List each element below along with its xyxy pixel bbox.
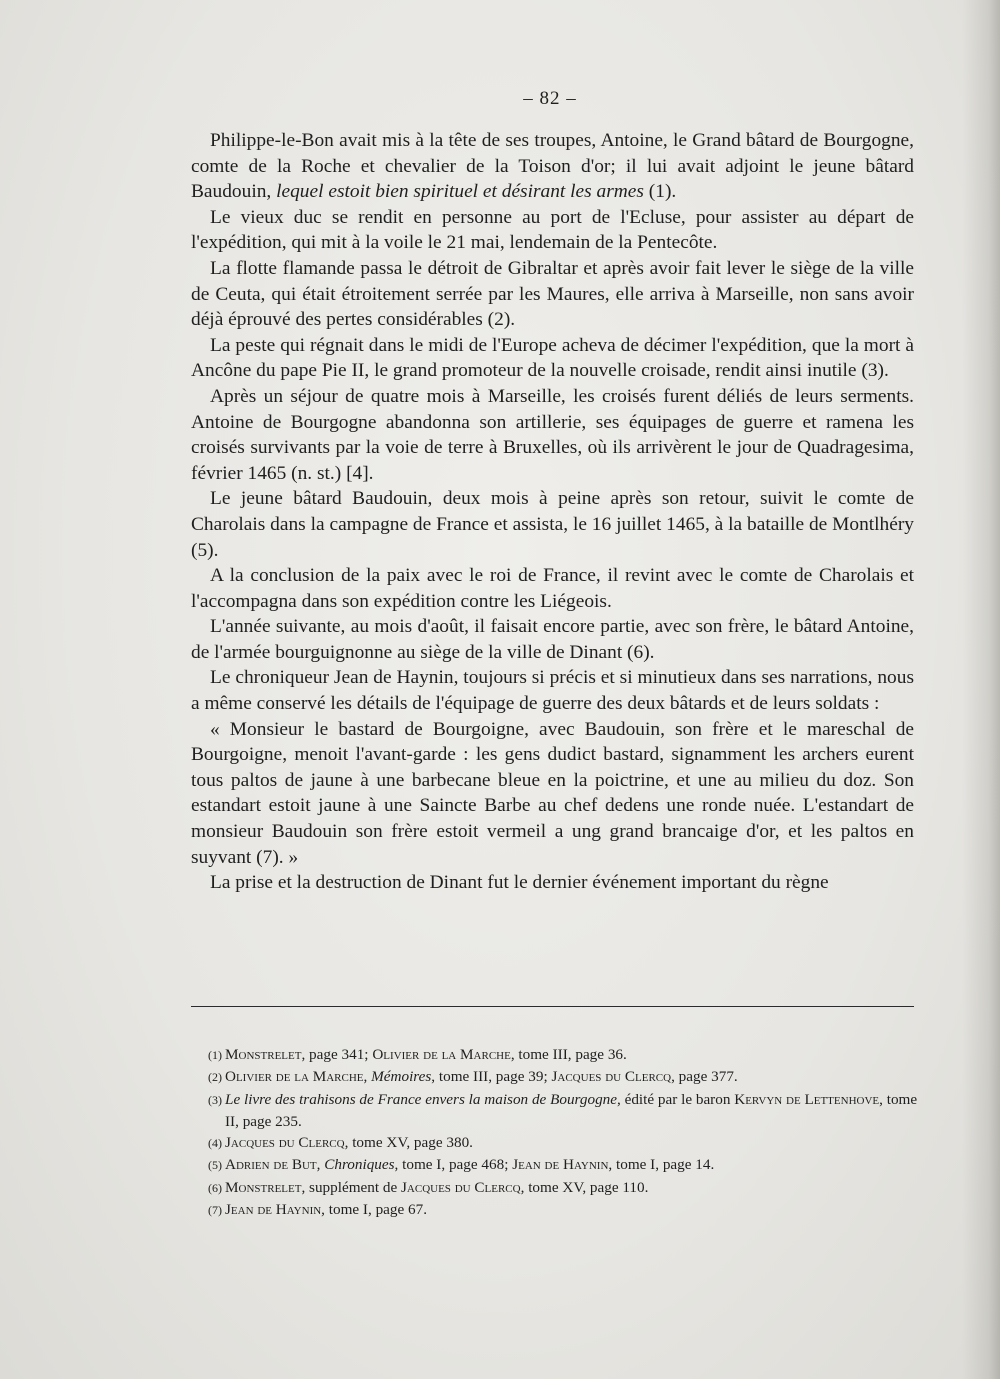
footnote-text: Olivier de la Marche [225,1068,364,1086]
paragraph-1-footnote-ref: (1). [643,181,677,203]
paragraph-4: La peste qui régnait dans le midi de l'Europe acheva de décimer l'expédition, que la mort à Ancône du pape Pie II, le grand promoteur de la nouvelle croisade, rendit ainsi inutile (3). [191,334,914,382]
footnote-text: Jacques du Clercq [551,1068,672,1086]
footnote-text: Mémoires [371,1068,432,1086]
footnote-text: Jean de Haynin [512,1156,609,1174]
footnote-text: , édité par le baron [617,1090,735,1108]
footnotes [208,1044,918,1221]
footnote-text: Adrien de But [225,1156,317,1174]
footnote-mark: (3) [208,1092,225,1107]
footnote-text: , tome III, page 39; [431,1068,552,1086]
footnote-4 [208,1132,918,1154]
footnote-3 [208,1089,918,1133]
paragraph-1 [191,128,914,205]
paragraph-8: L'année suivante, au mois d'août, il faisait encore partie, avec son frère, le bâtard Antoine, de l'armée bourguignonne au siège de la ville de Dinant (6). [191,616,914,663]
paragraph-1-quote: lequel estoit bien spirituel et désirant les armes [276,181,644,203]
paragraph-6: Le jeune bâtard Baudouin, deux mois à peine après son retour, suivit le comte de Charolais dans la campagne de France et assista, le 16 juillet 1465, à la bataille de Montlhéry (5). [191,488,914,561]
footnote-mark: (5) [208,1158,225,1173]
footnote-mark: (7) [208,1203,225,1218]
footnote-text: Monstrelet [225,1178,302,1196]
footnote-text: Jacques du Clercq [401,1178,521,1196]
footnote-text: Monstrelet [225,1046,302,1063]
page-number: – 82 – [523,88,577,109]
footnote-text: Jacques du Clercq [225,1134,345,1152]
footnote-text: Jean de Haynin [225,1201,322,1219]
body-text [191,128,914,896]
paragraph-5: Après un séjour de quatre mois à Marseille, les croisés furent déliés de leurs serments. Antoine de Bourgogne abandonna son artillerie, ses équipages de guerre et ramena les croisés survivants par la voie de terre à Bruxelles, où ils arrivèrent le jour de Quadragesima, février 1465 (n. st.) [4]. [191,385,914,484]
footnote-7 [208,1199,918,1221]
footnote-mark: (6) [208,1180,225,1195]
footnote-5 [208,1154,918,1176]
footnote-text: , [363,1068,372,1086]
footnote-text: , tome I, page 14. [608,1156,715,1174]
footnote-text: , supplément de [301,1178,401,1196]
paragraph-3: La flotte flamande passa le détroit de Gibraltar et après avoir fait lever le siège de la ville de Ceuta, qui était étroitement serrée par les Maures, elle arriva à Marseille, non sans avoir déjà éprouvé des pertes considérables (2). [191,257,914,331]
footnote-text: , page 341; [301,1046,373,1063]
footnote-mark: (1) [208,1048,225,1062]
footnote-text: Kervyn de Lettenhove [734,1090,880,1108]
footnote-text: Le livre des trahisons de France envers la maison de Bourgogne [225,1090,617,1108]
footnote-mark: (2) [208,1070,225,1085]
footnote-divider [191,1006,914,1007]
paragraph-9: Le chroniqueur Jean de Haynin, toujours si précis et si minutieux dans ses narrations, nous a même conservé les détails de l'équipage de guerre des deux bâtards et de leurs soldats : [191,667,914,715]
footnote-text: Olivier de la Marche [372,1046,511,1063]
paragraph-1-text: Philippe-le-Bon avait mis à la tête de ses troupes, Antoine, le Grand bâtard de Bourgogne, comte de la Roche et chevalier de la Toison d'or; il lui avait adjoint le jeune bâtard Baudouin, [191,130,914,203]
footnote-text: , tome III, page 36. [510,1046,627,1063]
footnote-1 [208,1044,918,1066]
paragraph-7: A la conclusion de la paix avec le roi de France, il revint avec le comte de Charolais et l'accompagna dans son expédition contre les Liégeois. [191,565,914,612]
footnote-text: , [316,1156,325,1174]
footnote-6 [208,1177,918,1199]
footnote-text: , tome XV, page 110. [520,1178,649,1196]
paragraph-11: La prise et la destruction de Dinant fut le dernier événement important du règne [210,872,829,894]
footnote-text: , tome I, page 468; [394,1156,513,1174]
footnote-text: , tome XV, page 380. [344,1134,473,1152]
footnote-text: , tome I, page 67. [321,1201,428,1219]
paragraph-2: Le vieux duc se rendit en personne au port de l'Ecluse, pour assister au départ de l'expédition, qui mit à la voile le 21 mai, lendemain de la Pentecôte. [191,206,914,254]
footnote-2 [208,1066,918,1088]
page-edge-shadow [962,0,1000,1379]
footnote-text: , tome II, page 235. [225,1090,918,1130]
footnote-mark: (4) [208,1136,225,1151]
paragraph-10-quotation: « Monsieur le bastard de Bourgoigne, avec Baudouin, son frère et le mareschal de Bourgoigne, menoit l'avant-garde : les gens dudict bastard, signamment les archers eurent tous paltos de jaune à une barbecane bleue en la poictrine, et une au milieu du doz. Son estandart estoit jaune à une Saincte Barbe au chef dedens une ronde nuée. L'estandart de monsieur Baudouin son frère estoit vermeil a ung grand brancaige d'or, et les paltos en suyvant (7). » [191,718,914,868]
footnote-text: Chroniques [324,1156,395,1174]
footnote-text: , page 377. [671,1068,738,1086]
